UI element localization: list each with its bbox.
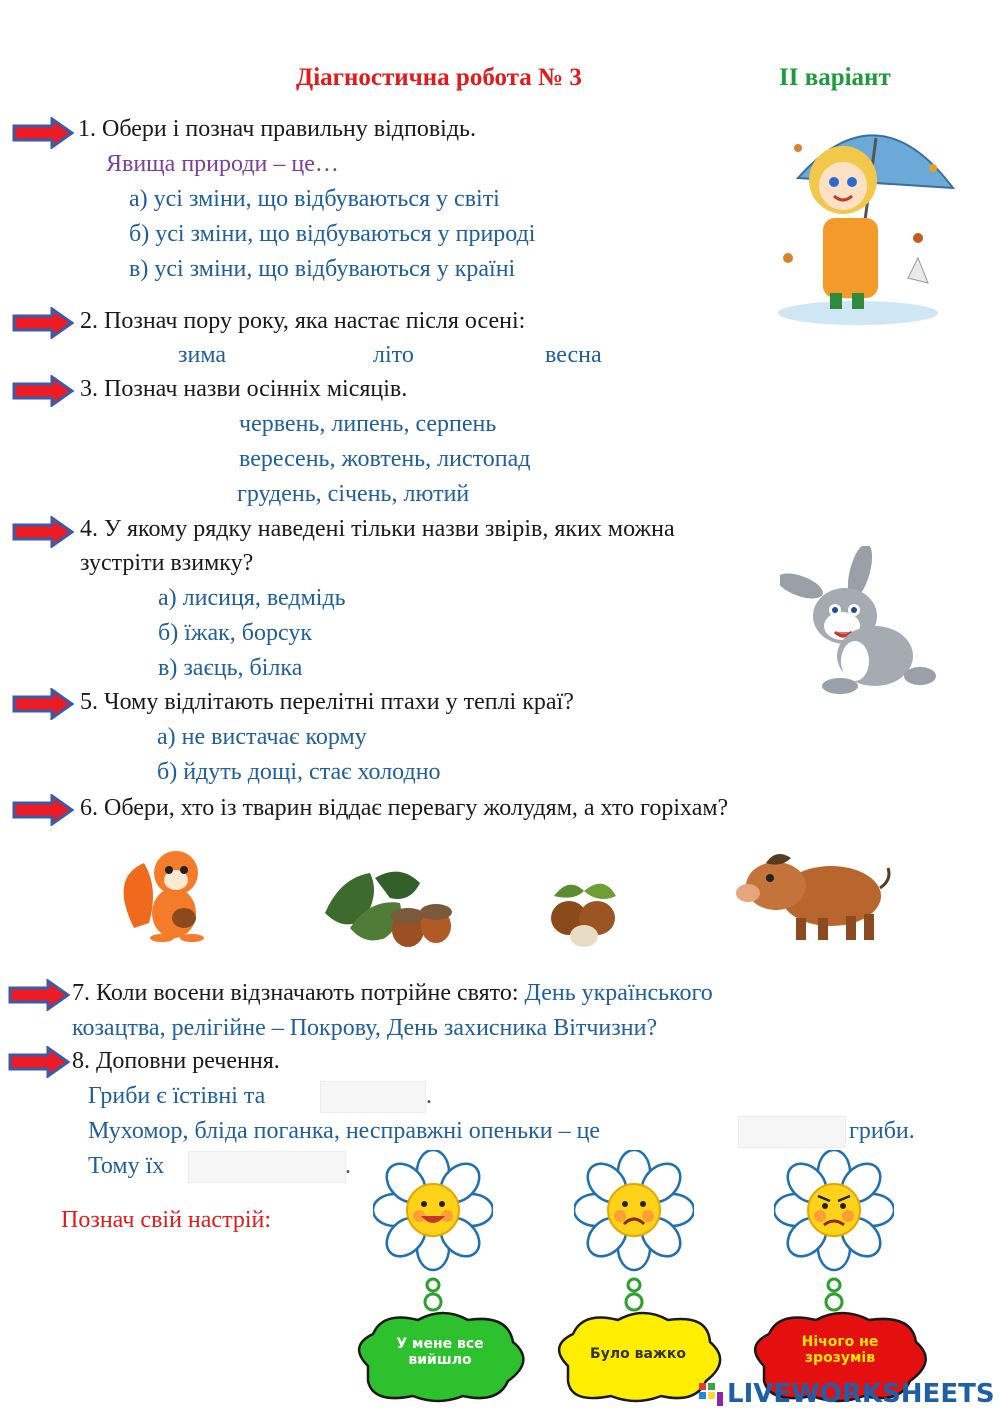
girl-umbrella-illustration xyxy=(768,108,958,330)
liveworksheets-logo-icon xyxy=(698,1381,724,1407)
mood-option-confused[interactable]: Нічого не зрозумів xyxy=(801,1334,879,1366)
red-arrow-icon xyxy=(8,1046,70,1078)
rabbit-illustration xyxy=(780,546,940,704)
q7-question-blue-1: День українського xyxy=(524,980,713,1006)
angry-flower-icon[interactable] xyxy=(774,1150,894,1315)
q8-line1-start: Гриби є їстівні та xyxy=(88,1083,266,1109)
q3-question: 3. Познач назви осінніх місяців. xyxy=(80,376,408,402)
red-arrow-icon xyxy=(12,516,74,548)
liveworksheets-logo xyxy=(698,1378,995,1410)
q7-question-line2: козацтва, релігійне – Покрову, День захисника Вітчизни? xyxy=(72,1015,658,1041)
mood-option-hard[interactable]: Було важко xyxy=(590,1346,686,1362)
q1-question: 1. Обери і познач правильну відповідь. xyxy=(78,116,476,142)
oak-leaves-acorns-illustration xyxy=(320,858,458,950)
q8-line3-end: . xyxy=(345,1153,351,1179)
q8-question: 8. Доповни речення. xyxy=(72,1048,280,1074)
q8-line1-end: . xyxy=(426,1083,432,1109)
q2-question: 2. Познач пору року, яка настає після осені: xyxy=(80,308,526,334)
q4-question-line2: зустріти взимку? xyxy=(80,550,254,576)
q2-option-summer[interactable]: літо xyxy=(373,342,414,368)
q7-question-start: 7. Коли восени відзначають потрійне свято: xyxy=(72,980,525,1006)
red-arrow-icon xyxy=(12,688,74,720)
hazelnuts-illustration xyxy=(544,876,622,948)
q8-blank-3-input[interactable] xyxy=(188,1151,346,1183)
q5-question: 5. Чому відлітають перелітні птахи у теплі краї? xyxy=(80,689,574,715)
red-arrow-icon xyxy=(8,979,70,1011)
red-arrow-icon xyxy=(12,117,74,149)
q1-subtitle: Явища природи – це… xyxy=(106,151,339,177)
q1-option-a[interactable]: а) усі зміни, що відбуваються у світі xyxy=(129,186,500,212)
q7-question-line1 xyxy=(72,980,713,1007)
q1-option-b[interactable]: б) усі зміни, що відбуваються у природі xyxy=(129,221,536,247)
red-arrow-icon xyxy=(12,307,74,339)
q3-option-autumn-months[interactable]: вересень, жовтень, листопад xyxy=(239,446,531,472)
q4-option-b[interactable]: б) їжак, борсук xyxy=(158,620,312,646)
page-title: Діагностична робота № 3 xyxy=(296,64,582,91)
q1-option-c[interactable]: в) усі зміни, що відбуваються у країні xyxy=(129,256,516,282)
q8-line2-start: Мухомор, бліда поганка, несправжні опеньки – це xyxy=(88,1118,601,1144)
q3-option-winter-months[interactable]: грудень, січень, лютий xyxy=(237,481,470,507)
q4-question-line1: 4. У якому рядку наведені тільки назви звірів, яких можна xyxy=(80,516,675,542)
squirrel-illustration xyxy=(114,838,212,944)
q8-line2-end: гриби. xyxy=(849,1118,915,1144)
q8-blank-2-input[interactable] xyxy=(738,1116,846,1148)
q4-option-c[interactable]: в) заєць, білка xyxy=(158,655,303,681)
mood-label: Познач свій настрій: xyxy=(61,1207,272,1233)
q8-blank-1-input[interactable] xyxy=(320,1081,426,1113)
happy-flower-icon[interactable] xyxy=(373,1150,493,1315)
q5-option-b[interactable]: б) йдуть дощі, стає холодно xyxy=(157,759,441,785)
q3-option-summer-months[interactable]: червень, липень, серпень xyxy=(239,411,497,437)
q4-option-a[interactable]: а) лисиця, ведмідь xyxy=(158,585,346,611)
q2-option-spring[interactable]: весна xyxy=(545,342,602,368)
red-arrow-icon xyxy=(12,375,74,407)
liveworksheets-logo-text: LIVEWORKSHEETS xyxy=(727,1379,995,1409)
q6-question: 6. Обери, хто із тварин віддає перевагу жолудям, а хто горіхам? xyxy=(80,795,729,821)
q5-option-a[interactable]: а) не вистачає корму xyxy=(157,724,367,750)
q2-option-winter[interactable]: зима xyxy=(178,342,226,368)
wild-boar-illustration xyxy=(736,838,900,944)
variant-label: ІІ варіант xyxy=(779,64,891,91)
sad-flower-icon[interactable] xyxy=(574,1150,694,1315)
mood-option-success[interactable]: У мене все вийшло xyxy=(396,1336,484,1368)
red-arrow-icon xyxy=(12,794,74,826)
q8-line3-start: Тому їх xyxy=(88,1153,165,1179)
